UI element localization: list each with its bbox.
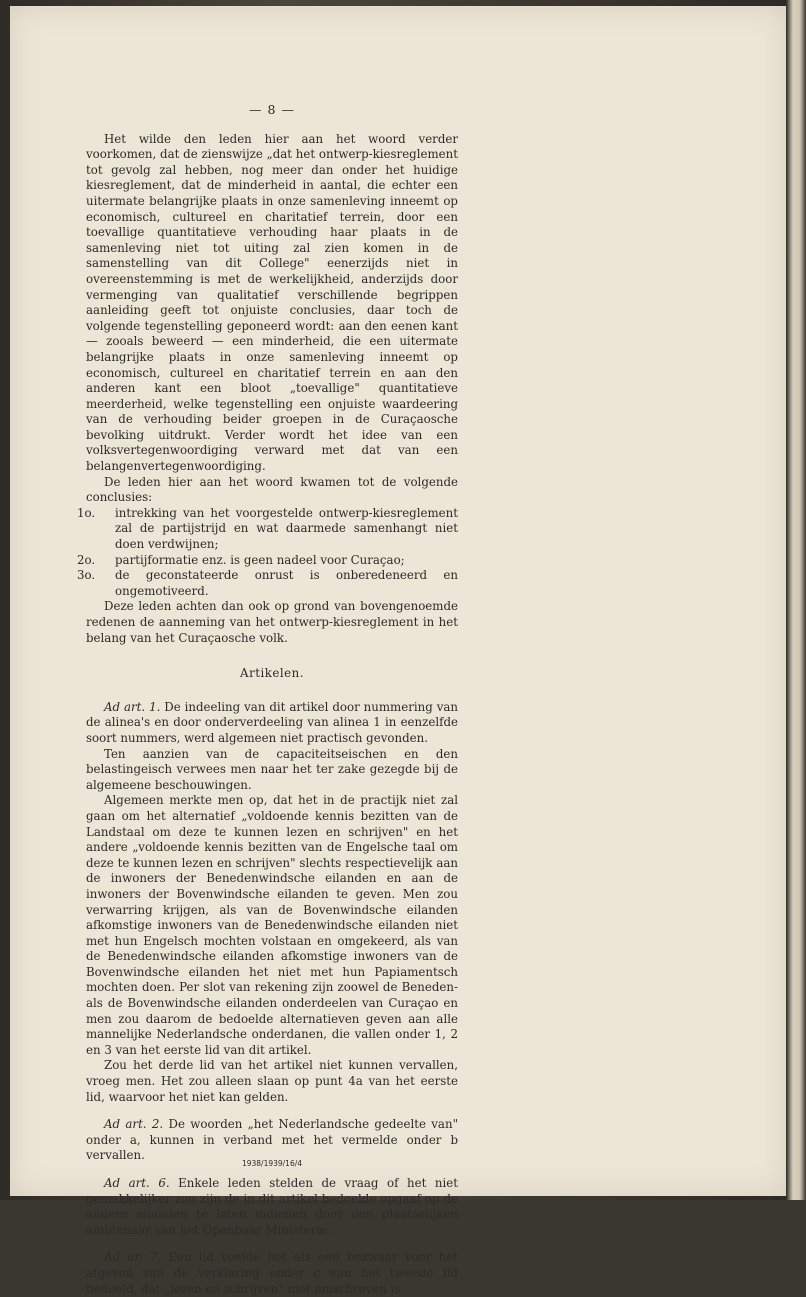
- article-1-alternatives-paragraph: Algemeen merkte men op, dat het in de practijk niet zal gaan om het alternatief „voldoende kennis bezitten van de Landstaal om deze te kunnen lezen en schrijven" en het andere „voldoende kennis bezitten van de Engelsche taal om deze te kunnen lezen en schrijven" slechts respectievelijk aan de inwoners der Benedenwindsche eilanden en aan de inwoners der Bovenwindsche eilanden te geven. Men zou verwarring krijgen, als van de Bovenwindsche eilanden afkomstige inwoners van de Benedenwindsche eilanden niet met hun Engelsch mochten volstaan en omgekeerd, als van de Benedenwindsche eilanden afkomstige inwoners van de Bovenwindsche eilanden het niet met hun Papiamentsch mochten doen. Per slot van rekening zijn zoowel de Beneden- als de Bovenwindsche eilanden onderdeelen van Curaçao en men zou daarom de bedoelde alternatieven geven aan alle mannelijke Nederlandsche onderdanen, die vallen onder 1, 2 en 3 van het eerste lid van dit artikel.: [86, 793, 458, 1057]
- page-edge: [786, 0, 806, 1200]
- article-2-text: De woorden „het Nederlandsche gedeelte van" onder a, kunnen in verband met het vermelde onder b vervallen.: [86, 1117, 458, 1163]
- article-1-capacity-paragraph: Ten aanzien van de capaciteitseischen en den belastingeisch verwees men naar het ter zake gezegde bij de algemeene beschouwingen.: [86, 746, 458, 792]
- conclusion-item: [77, 552, 458, 569]
- article-1-paragraph: [86, 700, 458, 747]
- conclusion-item: [77, 505, 458, 553]
- section-heading: Artikelen.: [240, 666, 304, 681]
- conclusion-number: 2o.: [77, 552, 96, 567]
- article-7-label: Ad ar. 7.: [104, 1250, 162, 1265]
- article-1-third-member-paragraph: Zou het derde lid van het artikel niet kunnen vervallen, vroeg men. Het zou alleen slaan op punt 4a van het eerste lid, waarvoor het niet kan gelden.: [86, 1058, 458, 1104]
- conclusion-number: 3o.: [77, 568, 96, 583]
- footer-code: 1938/1939/16/4: [241, 1159, 303, 1168]
- conclusions-list: [77, 505, 458, 600]
- article-6-label: Ad art. 6.: [104, 1176, 170, 1190]
- conclusion-text: partijformatie enz. is geen nadeel voor Curaçao;: [115, 552, 405, 567]
- page-number: — 8 —: [249, 102, 295, 117]
- article-2-label: Ad art. 2.: [104, 1117, 164, 1132]
- article-1-label: Ad art. 1.: [104, 699, 161, 714]
- article-6-text: Enkele leden stelden de vraag of het niet gemakkelijker zou zijn de in dit artikel bedoelde opgaaf op de andere eilanden te laten indienen door den plaatselijken ambtenaar van het Openbaar Ministerie.: [86, 1176, 458, 1237]
- conclusion-item: [77, 568, 458, 599]
- article-1-text: De indeeling van dit artikel door nummering van de alinea's en door onderverdeeling van alinea 1 in eenzelfde soort nummers, werd algemeen niet practisch gevonden.: [86, 699, 458, 745]
- conclusions-intro: De leden hier aan het woord kwamen tot de volgende conclusies:: [86, 474, 458, 505]
- article-2-paragraph: [86, 1117, 458, 1164]
- closing-paragraph: Deze leden achten dan ook op grond van bovengenoemde redenen de aanneming van het ontwerp-kiesreglement in het belang van het Curaçaosche volk.: [86, 599, 458, 645]
- page-content: [77, 102, 458, 1297]
- intro-paragraph: Het wilde den leden hier aan het woord verder voorkomen, dat de zienswijze „dat het ontwerp-kiesreglement tot gevolg zal hebben, nog meer dan onder het huidige kiesreglement, dat de minderheid in aantal, die echter een uitermate belangrijke plaats in onze samenleving inneemt op economisch, cultureel en charitatief terrein, door een toevallige quantitatieve verhouding haar plaats in de samenleving niet tot uiting zal zien komen in de samenstelling van dit College" eenerzijds niet in overeenstemming is met de werkelijkheid, anderzijds door vermenging van qualitatief verschillende begrippen aanleiding geeft tot onjuiste conclusies, daar toch de volgende tegenstelling geponeerd wordt: aan den eenen kant — zooals beweerd — een minderheid, die een uitermate belangrijke plaats in onze samenleving inneemt op economisch, cultureel en charitatief terrein en aan den anderen kant een bloot „toevallige" quantitatieve meerderheid, welke tegenstelling een onjuiste waardeering van de verhouding beider groepen in de Curaçaosche bevolking uitdrukt. Verder wordt het idee van een volksvertegenwoordiging verward met dat van een belangenvertegenwoordiging.: [86, 131, 458, 474]
- conclusion-text: de geconstateerde onrust is onberedeneerd en ongemotiveerd.: [115, 568, 458, 598]
- article-7-text: Een lid voelde het als een bezwaar voor het afgeven van de verklaring onder c van het tweede lid bedoeld, dat „lezen en schrijven" niet omschreven is.: [86, 1250, 458, 1296]
- article-6-paragraph: [86, 1176, 458, 1238]
- conclusion-text: intrekking van het voorgestelde ontwerp-kiesreglement zal de partijstrijd en wat daarmede samenhangt niet doen verdwijnen;: [115, 505, 458, 552]
- article-7-paragraph: [86, 1250, 458, 1297]
- conclusion-number: 1o.: [77, 505, 96, 520]
